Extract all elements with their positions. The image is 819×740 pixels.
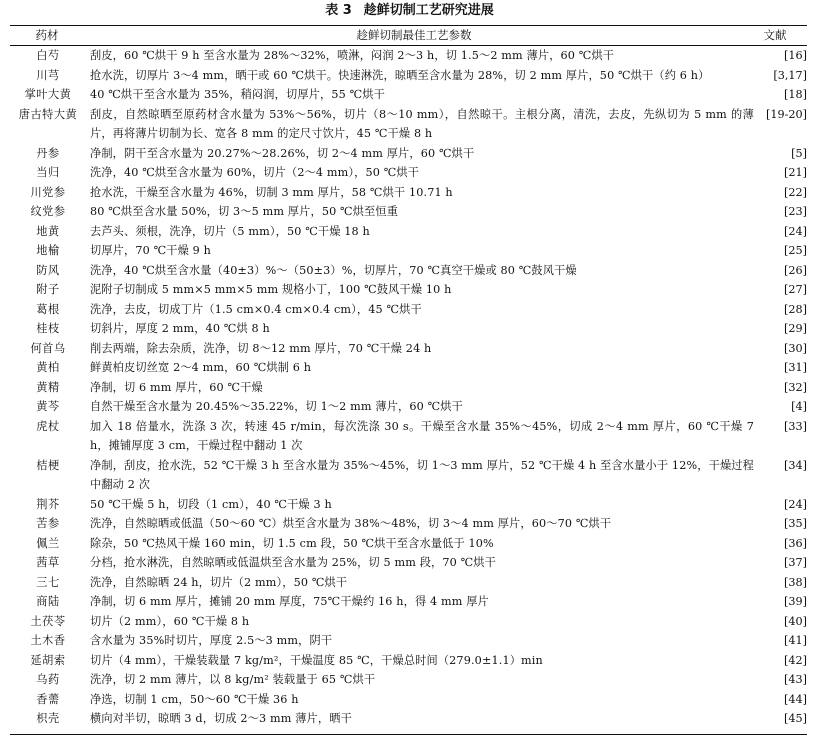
bottom-rule [10,734,807,735]
process-parameters: 净选，切制 1 cm，50～60 ℃干燥 36 h [90,692,299,706]
header-herb: 药材 [35,28,59,42]
process-parameters: 抢水洗，切厚片 3～4 mm，晒干或 60 ℃烘干。快速淋洗，晾晒至含水量为 28%，切 2 mm 厚片，50 ℃烘干（约 6 h） [90,68,710,82]
process-parameters: 切片（4 mm），干燥装载量 7 kg/m²，干燥温度 85 ℃，干燥总时间（279.0±1.1）min [90,653,543,667]
process-parameters: 加入 18 倍量水，洗涤 3 次，转速 45 r/min，每次洗涤 30 s。干燥至含水量 35%～45%，切成 2～4 mm 厚片，60 ℃干燥 7 h，摊铺厚度 3 cm，干燥过程中翻动 1 次 [90,419,754,452]
process-parameters: 净制，刮皮，抢水洗，52 ℃干燥 3 h 至含水量为 35%～45%，切 1～3 mm 厚片，52 ℃干燥 4 h 至含水量小于 12%，干燥过程中翻动 2 次 [90,458,754,491]
reference-citation: [30] [784,341,807,355]
table-row [10,300,807,320]
herb-name: 桔梗 [36,458,60,472]
process-parameters: 80 ℃烘至含水量 50%，切 3～5 mm 厚片，50 ℃烘至恒重 [90,205,399,218]
reference-citation: [4] [791,400,807,413]
process-parameters: 洗净，40 ℃烘至含水量为 60%，切片（2～4 mm），50 ℃烘干 [90,166,420,179]
process-parameters: 切斜片，厚度 2 mm，40 ℃烘 8 h [90,322,270,335]
herb-name: 何首乌 [30,341,66,355]
herb-name: 延胡索 [30,653,66,667]
table-row [10,319,807,339]
process-parameters: 分档，抢水淋洗，自然晾晒或低温烘至含水量为 25%，切 5 mm 段，70 ℃烘干 [90,556,496,569]
herb-name: 掌叶大黄 [24,88,72,101]
table-row [10,46,807,66]
reference-citation: [29] [784,322,807,335]
reference-citation: [26] [784,263,807,277]
herb-name: 当归 [36,166,60,179]
reference-citation: [5] [791,146,807,160]
reference-citation: [37] [784,556,807,569]
reference-citation: [38] [784,575,807,589]
table-row [10,85,807,105]
herb-name: 黄精 [36,380,60,394]
table-row [10,670,807,690]
reference-citation: [41] [784,634,807,647]
table-caption [0,2,819,20]
process-parameters: 40 ℃烘干至含水量为 35%，稍闷润，切厚片，55 ℃烘干 [90,88,385,101]
reference-citation: [16] [784,49,807,62]
reference-citation: [33] [784,419,807,433]
process-parameters: 除杂，50 ℃热风干燥 160 min，切 1.5 cm 段，50 ℃烘干至含水量低于 10% [90,536,494,550]
process-parameters: 泥附子切制成 5 mm×5 mm×5 mm 规格小丁，100 ℃鼓风干燥 10 h [90,283,452,296]
reference-citation: [21] [784,166,807,179]
herb-name: 地榆 [36,244,60,257]
herb-name: 纹党参 [30,205,66,218]
herb-name: 唐古特大黄 [18,107,78,121]
process-parameters: 洗净，切 2 mm 薄片，以 8 kg/m² 装载量于 65 ℃烘干 [90,673,376,686]
table-row [10,163,807,183]
herb-name: 地黄 [36,224,60,238]
reference-citation: [36] [784,536,807,550]
table-row [10,553,807,573]
table-row [10,592,807,612]
reference-citation: [18] [784,88,807,101]
reference-citation: [3,17] [773,68,807,82]
herb-name: 黄柏 [36,361,60,374]
herb-name: 荆芥 [36,497,60,511]
herb-name: 川芎 [36,68,60,82]
process-parameters: 鲜黄柏皮切丝宽 2～4 mm，60 ℃烘制 6 h [90,361,312,374]
herb-name: 土茯苓 [30,614,66,628]
herb-name: 香薷 [36,692,60,706]
table-row [10,534,807,554]
table-number: 表 3 [325,3,352,18]
herb-name: 三七 [36,575,60,589]
table-row [10,183,807,203]
reference-citation: [40] [784,614,807,628]
reference-citation: [34] [784,458,807,472]
reference-citation: [28] [784,302,807,316]
header-reference: 文献 [763,28,787,42]
table-row [10,495,807,515]
reference-citation: [22] [784,185,807,199]
herb-name: 虎杖 [36,419,60,433]
table-row [10,222,807,242]
herb-name: 苦参 [36,517,60,530]
process-parameters: 洗净，40 ℃烘至含水量（40±3）%～（50±3）%，切厚片，70 ℃真空干燥或 80 ℃鼓风干燥 [90,263,577,277]
reference-citation: [24] [784,224,807,238]
process-parameters: 自然干燥至含水量为 20.45%～35.22%，切 1～2 mm 薄片，60 ℃烘干 [90,400,463,413]
process-parameters: 洗净，自然晾晒或低温（50～60 ℃）烘至含水量为 38%～48%，切 3～4 mm 厚片，60～70 ℃烘干 [90,517,612,530]
table-row [10,456,807,495]
table-row [10,144,807,164]
herb-name: 佩兰 [36,536,60,550]
table-row [10,358,807,378]
reference-citation: [23] [784,205,807,218]
reference-citation: [45] [784,712,807,725]
herb-name: 白芍 [36,49,60,62]
process-parameters: 净制，阴干至含水量为 20.27%～28.26%，切 2～4 mm 厚片，60 ℃烘干 [90,146,475,160]
process-parameters: 净制，切 6 mm 厚片，60 ℃干燥 [90,380,263,394]
herb-name: 丹参 [36,146,60,160]
process-parameters: 切片（2 mm），60 ℃干燥 8 h [90,614,250,628]
table-row [10,105,807,144]
process-parameters: 洗净，去皮，切成丁片（1.5 cm×0.4 cm×0.4 cm），45 ℃烘干 [90,302,422,316]
herb-name: 附子 [36,283,60,296]
table-row [10,651,807,671]
table-row [10,709,807,729]
table-row [10,612,807,632]
table-row [10,378,807,398]
herb-name: 葛根 [36,302,60,316]
process-parameters: 切厚片，70 ℃干燥 9 h [90,244,211,257]
herb-name: 土木香 [30,634,66,647]
process-parameters: 削去两端，除去杂质，洗净，切 8～12 mm 厚片，70 ℃干燥 24 h [90,341,432,355]
reference-citation: [27] [784,283,807,296]
table-row [10,397,807,417]
reference-citation: [39] [784,595,807,608]
reference-citation: [42] [784,653,807,667]
reference-citation: [25] [784,244,807,257]
process-parameters: 净制，切 6 mm 厚片，摊铺 20 mm 厚度，75℃干燥约 16 h，得 4 mm 厚片 [90,595,489,608]
process-parameters: 含水量为 35%时切片，厚度 2.5～3 mm，阴干 [90,634,333,647]
process-parameters: 去芦头、须根，洗净，切片（5 mm），50 ℃干燥 18 h [90,224,370,238]
process-parameters: 刮皮，60 ℃烘干 9 h 至含水量为 28%～32%，喷淋，闷润 2～3 h，切 1.5～2 mm 薄片，60 ℃烘干 [90,49,615,62]
table-row [10,631,807,651]
process-parameters: 抢水洗，干燥至含水量为 46%，切制 3 mm 厚片，58 ℃烘干 10.71 h [90,185,453,199]
herb-name: 桂枝 [36,322,60,335]
herb-name: 枳壳 [36,712,60,725]
table-row [10,241,807,261]
reference-citation: [35] [784,517,807,530]
process-parameters: 刮皮，自然晾晒至原药材含水量为 53%～56%，切片（8～10 mm），自然晾干。主根分离，清洗，去皮，先纵切为 5 mm 的薄片，再将薄片切制为长、宽各 8 mm 的定尺寸饮片，45 ℃干燥 8 h [90,107,754,140]
herb-name: 乌药 [36,673,60,686]
table-row [10,573,807,593]
reference-citation: [24] [784,497,807,511]
herb-name: 川党参 [30,185,66,199]
table-row [10,339,807,359]
table-body [10,46,807,729]
process-parameters: 横向对半切，晾晒 3 d，切成 2～3 mm 薄片，晒干 [90,712,352,725]
reference-citation: [19-20] [766,107,807,121]
table-row [10,514,807,534]
herb-name: 商陆 [36,595,60,608]
reference-citation: [44] [784,692,807,706]
table-row [10,202,807,222]
reference-citation: [32] [784,380,807,394]
process-parameters: 50 ℃干燥 5 h，切段（1 cm），40 ℃干燥 3 h [90,497,332,511]
table-title: 趁鲜切制工艺研究进展 [363,3,494,18]
reference-citation: [43] [784,673,807,686]
herb-name: 防风 [36,263,60,277]
table-row [10,261,807,281]
table-row [10,417,807,456]
table-row [10,66,807,86]
process-parameters: 洗净，自然晾晒 24 h，切片（2 mm），50 ℃烘干 [90,575,348,589]
table-row [10,280,807,300]
herb-name: 茜草 [36,556,60,569]
reference-citation: [31] [784,361,807,374]
table-row [10,690,807,710]
header-process: 趁鲜切制最佳工艺参数 [356,28,472,42]
herb-name: 黄芩 [36,400,60,413]
